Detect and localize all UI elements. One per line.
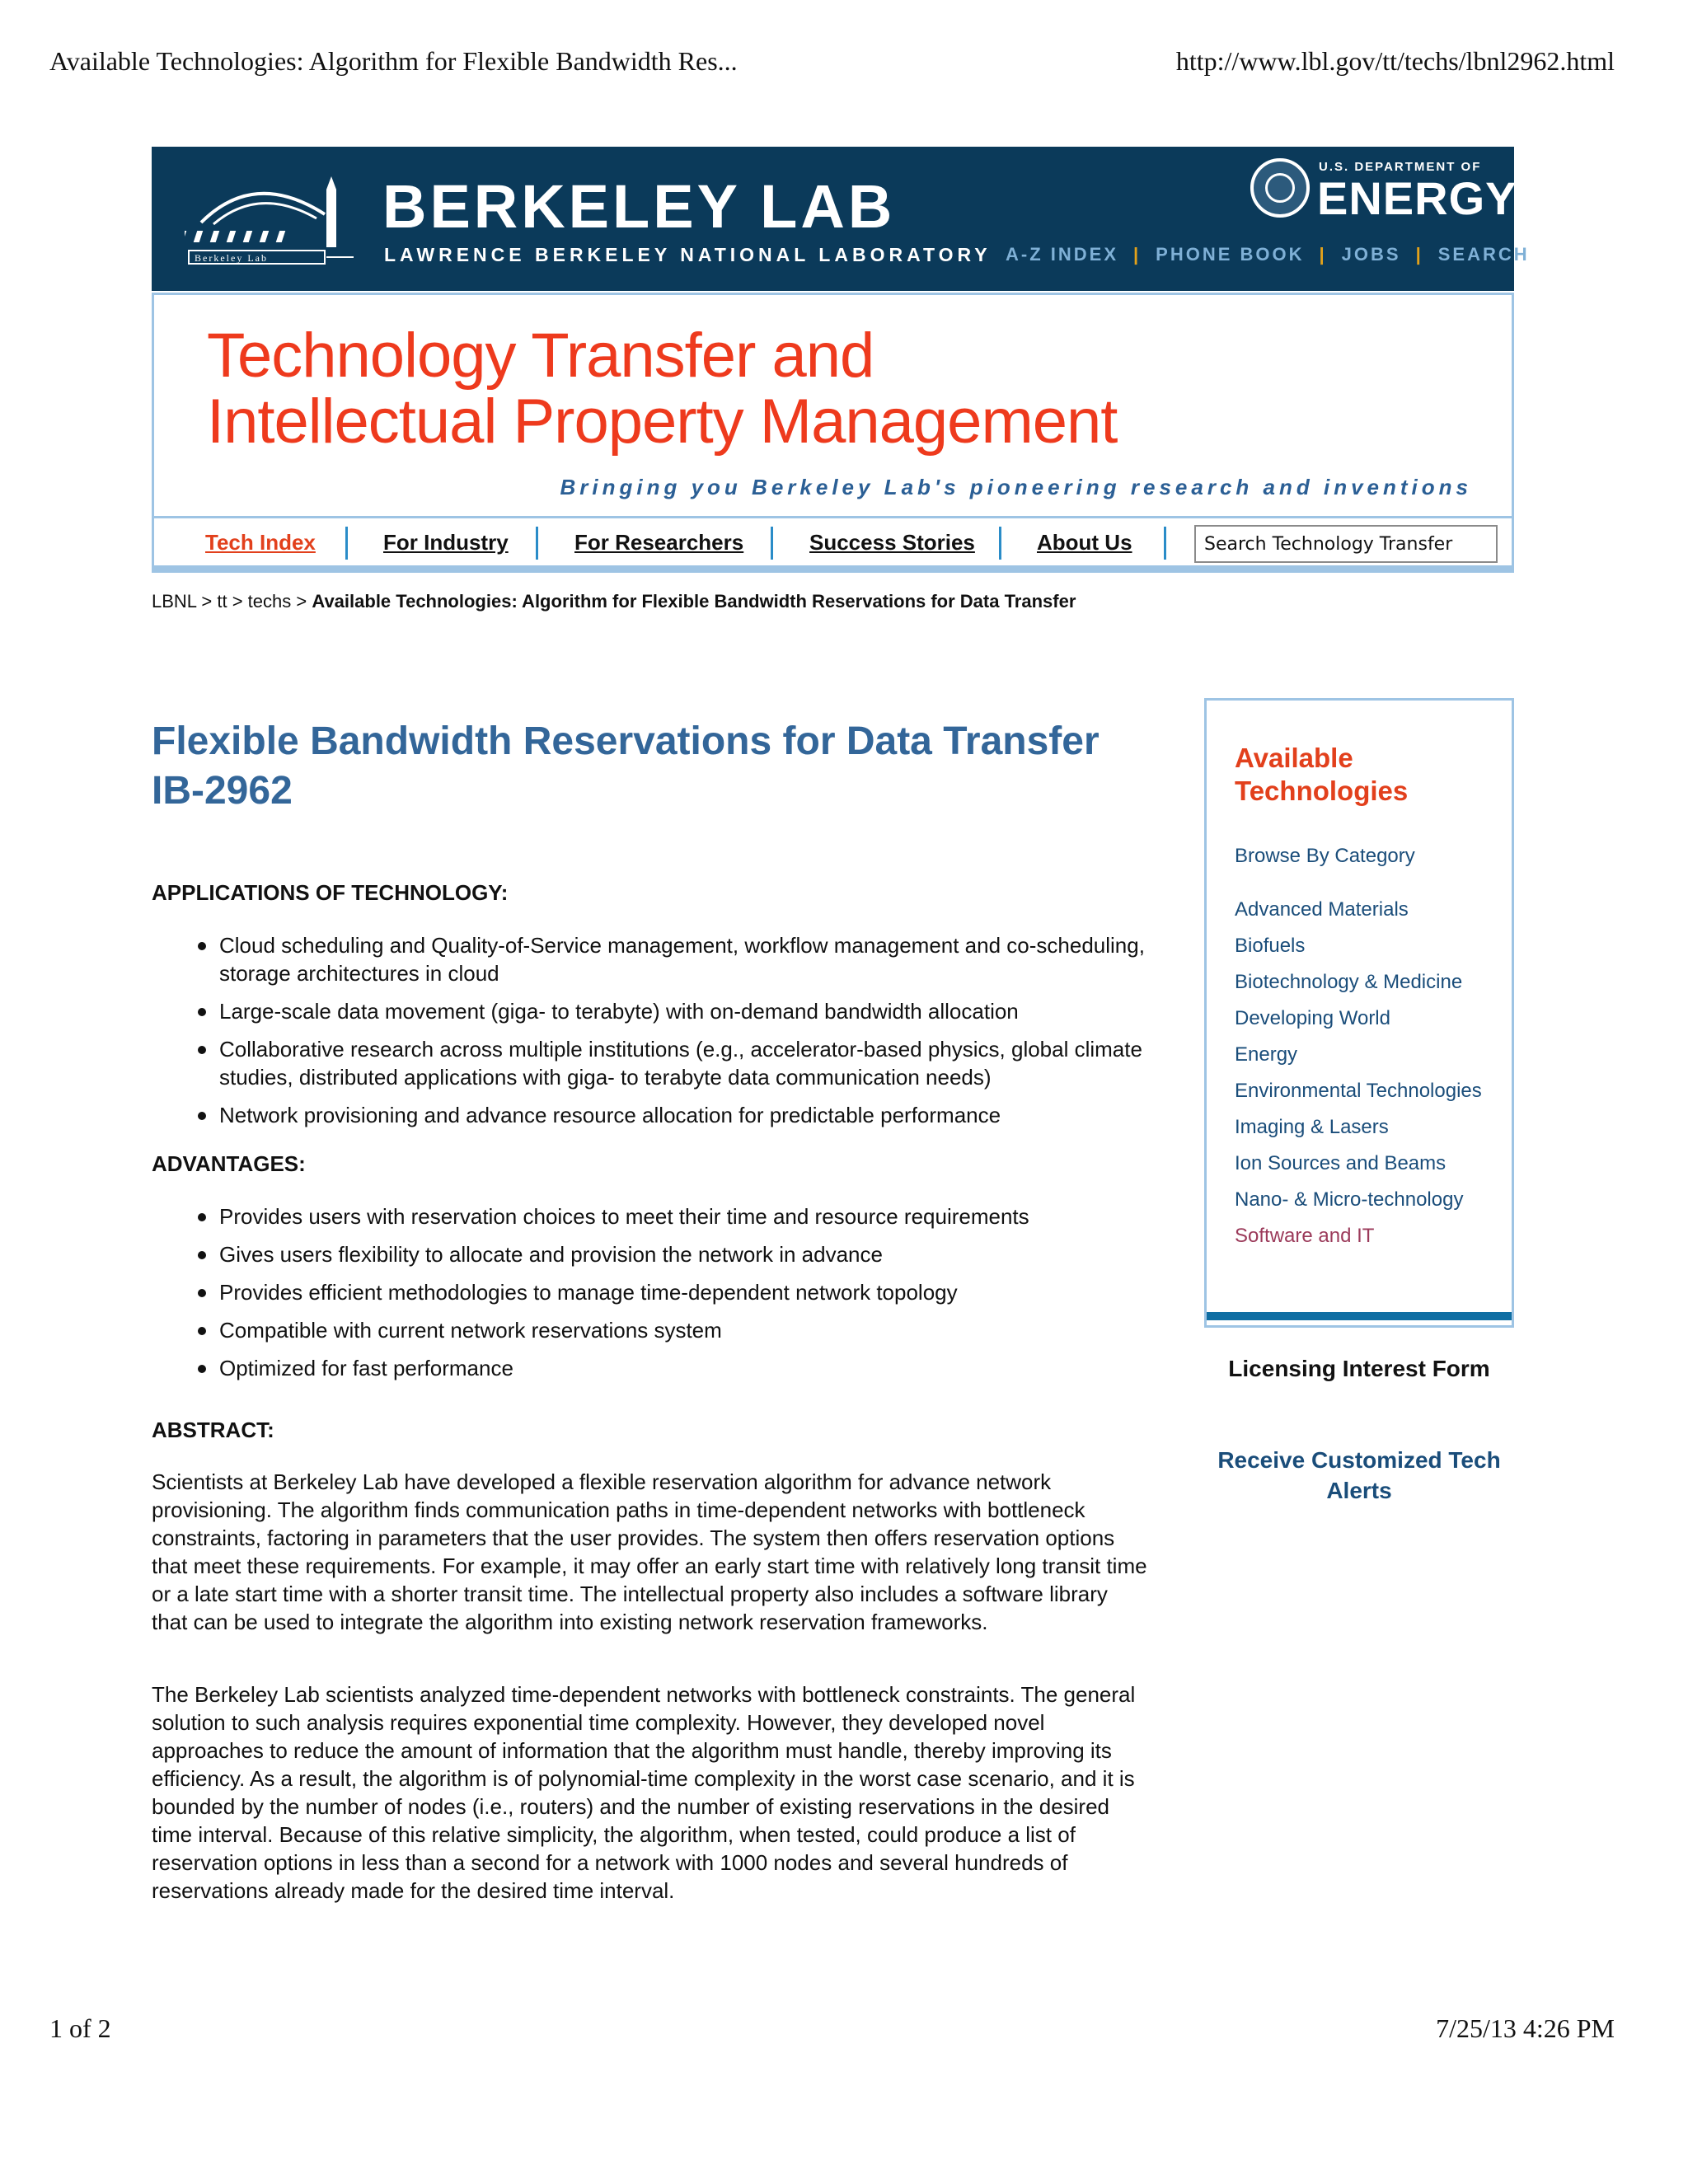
sidebar-title-line2: Technologies <box>1235 776 1409 806</box>
list-item <box>1235 1151 1498 1179</box>
breadcrumb-separator: > <box>201 591 213 612</box>
list-item: Cloud scheduling and Quality-of-Service management, workflow management and co-scheduling, storage architectures in cloud <box>152 931 1149 987</box>
list-item: Provides users with reservation choices to meet their time and resource requirements <box>152 1202 1149 1230</box>
jobs-link[interactable]: JOBS <box>1341 244 1401 265</box>
nav-separator <box>345 527 348 560</box>
category-imaging-lasers[interactable]: Imaging & Lasers <box>1235 1116 1389 1138</box>
nav-separator <box>771 527 773 560</box>
advantages-list <box>152 1202 1149 1392</box>
breadcrumb-current: Available Technologies: Algorithm for Flexible Bandwidth Reservations for Data Transfer <box>312 591 1076 612</box>
list-item: Network provisioning and advance resource allocation for predictable performance <box>152 1101 1149 1129</box>
site-banner <box>152 147 1530 291</box>
breadcrumb-separator: > <box>296 591 307 612</box>
list-item <box>1235 933 1498 961</box>
list-item: Gives users flexibility to allocate and provision the network in advance <box>152 1240 1149 1268</box>
list-item: Optimized for fast performance <box>152 1354 1149 1382</box>
list-item <box>1235 1187 1498 1215</box>
nav-tech-index[interactable]: Tech Index <box>205 530 316 555</box>
print-footer-page: 1 of 2 <box>49 2013 111 2043</box>
available-technologies-sidebar <box>1204 698 1514 1328</box>
list-item <box>1235 897 1498 925</box>
abstract-paragraph-2: The Berkeley Lab scientists analyzed time-dependent networks with bottleneck constraints. The general solution to such analysis requires exponential time complexity. However, they developed novel approaches to reduce the amount of information that the algorithm must handle, thereby improving its efficiency. As a result, the algorithm is of polynomial-time complexity in the worst case scenario, and it is bounded by the number of nodes (i.e., routers) and the number of existing reservations in the desired time interval. Because of this relative simplicity, the algorithm, when tested, could produce a list of reservation options in less than a second for a network with 1000 nodes and several hundreds of reservations already made for the desired time interval. <box>152 1682 1136 1903</box>
category-energy[interactable]: Energy <box>1235 1043 1298 1066</box>
sidebar-title-line1: Available <box>1235 743 1353 773</box>
applications-heading: APPLICATIONS OF TECHNOLOGY: <box>152 880 509 905</box>
list-item <box>1235 969 1498 997</box>
applications-list <box>152 931 1149 1139</box>
link-separator: | <box>1415 244 1423 265</box>
lab-subtitle: LAWRENCE BERKELEY NATIONAL LABORATORY <box>384 244 992 265</box>
advantages-heading: ADVANTAGES: <box>152 1151 306 1176</box>
list-item <box>1235 1005 1498 1033</box>
abstract-heading: ABSTRACT: <box>152 1418 274 1442</box>
nav-separator <box>536 527 538 560</box>
category-software-it[interactable]: Software and IT <box>1235 1225 1375 1247</box>
main-content <box>152 717 1149 1903</box>
print-header-title: Available Technologies: Algorithm for Flexible Bandwidth Res... <box>49 46 738 76</box>
doe-label-energy[interactable]: ENERGY <box>1317 172 1517 224</box>
licensing-interest-form-link[interactable]: Licensing Interest Form <box>1228 1356 1490 1381</box>
category-developing-world[interactable]: Developing World <box>1235 1007 1390 1029</box>
list-item <box>1235 1042 1498 1070</box>
browse-by-category-link[interactable]: Browse By Category <box>1235 845 1415 867</box>
print-header-url: http://www.lbl.gov/tt/techs/lbnl2962.html <box>1175 46 1615 76</box>
nav-separator <box>999 527 1001 560</box>
sidebar-title <box>1235 742 1408 808</box>
category-biofuels[interactable]: Biofuels <box>1235 935 1306 957</box>
main-nav <box>154 516 1512 570</box>
search-input[interactable] <box>1194 525 1498 563</box>
category-list <box>1235 897 1498 1259</box>
lab-logo-text: Berkeley Lab <box>195 252 268 264</box>
nav-for-industry[interactable]: For Industry <box>383 530 509 555</box>
page-title-line2: IB-2962 <box>152 769 293 813</box>
breadcrumb-techs[interactable]: techs <box>247 591 292 612</box>
abstract-paragraph-1: Scientists at Berkeley Lab have developed a flexible reservation algorithm for advance network provisioning. The algorithm finds communication paths in time-dependent networks with bottleneck constraints, factoring in parameters that the user provides. The system then offers reservation options that meet these requirements. For example, it may offer an early start time with relatively long transit time or a late start time with a shorter transit time. The intellectual property also includes a software library that can be used to integrate the algorithm into existing network reservation frameworks. <box>152 1469 1147 1634</box>
list-item: Collaborative research across multiple institutions (e.g., accelerator-based physics, global climate studies, distributed applications with giga- to terabyte data communication needs) <box>152 1035 1149 1091</box>
nav-about-us[interactable]: About Us <box>1037 530 1132 555</box>
berkeley-lab-logo-icon[interactable] <box>185 173 358 268</box>
list-item: Compatible with current network reservations system <box>152 1316 1149 1344</box>
lab-title: BERKELEY LAB <box>382 172 896 241</box>
tech-transfer-title-line2: Intellectual Property Management <box>207 387 1118 457</box>
list-item: Provides efficient methodologies to manage time-dependent network topology <box>152 1278 1149 1306</box>
sidebar-bottom-bar <box>1207 1312 1512 1320</box>
breadcrumb-tt[interactable]: tt <box>217 591 227 612</box>
breadcrumb-separator: > <box>232 591 243 612</box>
doe-seal-icon[interactable] <box>1250 158 1310 218</box>
category-environmental-technologies[interactable]: Environmental Technologies <box>1235 1080 1482 1102</box>
breadcrumb <box>152 591 1076 612</box>
list-item <box>1235 1078 1498 1106</box>
phone-book-link[interactable]: PHONE BOOK <box>1156 244 1305 265</box>
breadcrumb-lbnl[interactable]: LBNL <box>152 591 197 612</box>
category-advanced-materials[interactable]: Advanced Materials <box>1235 898 1409 921</box>
link-separator: | <box>1319 244 1327 265</box>
search-link[interactable]: SEARCH <box>1437 244 1530 265</box>
az-index-link[interactable]: A-Z INDEX <box>1006 244 1118 265</box>
list-item <box>1235 1114 1498 1142</box>
category-ion-sources-beams[interactable]: Ion Sources and Beams <box>1235 1152 1447 1174</box>
page-title <box>152 717 1149 816</box>
category-nano-micro-technology[interactable]: Nano- & Micro-technology <box>1235 1188 1464 1211</box>
customized-tech-alerts-link[interactable]: Receive Customized Tech Alerts <box>1217 1447 1501 1503</box>
nav-for-researchers[interactable]: For Researchers <box>574 530 744 555</box>
nav-separator <box>1164 527 1166 560</box>
print-footer-datetime: 7/25/13 4:26 PM <box>1436 2013 1615 2043</box>
tech-transfer-title <box>207 323 1117 455</box>
list-item: Large-scale data movement (giga- to terabyte) with on-demand bandwidth allocation <box>152 997 1149 1025</box>
doe-label-small: U.S. DEPARTMENT OF <box>1319 160 1482 174</box>
category-biotechnology-medicine[interactable]: Biotechnology & Medicine <box>1235 971 1463 993</box>
list-item <box>1235 1223 1498 1251</box>
nav-success-stories[interactable]: Success Stories <box>809 530 975 555</box>
top-links <box>1006 244 1530 265</box>
page-title-line1: Flexible Bandwidth Reservations for Data Transfer <box>152 719 1100 763</box>
link-separator: | <box>1133 244 1142 265</box>
tech-transfer-header <box>152 293 1514 573</box>
tech-transfer-tagline: Bringing you Berkeley Lab's pioneering research and inventions <box>560 475 1472 499</box>
tech-transfer-title-line1: Technology Transfer and <box>207 321 874 391</box>
